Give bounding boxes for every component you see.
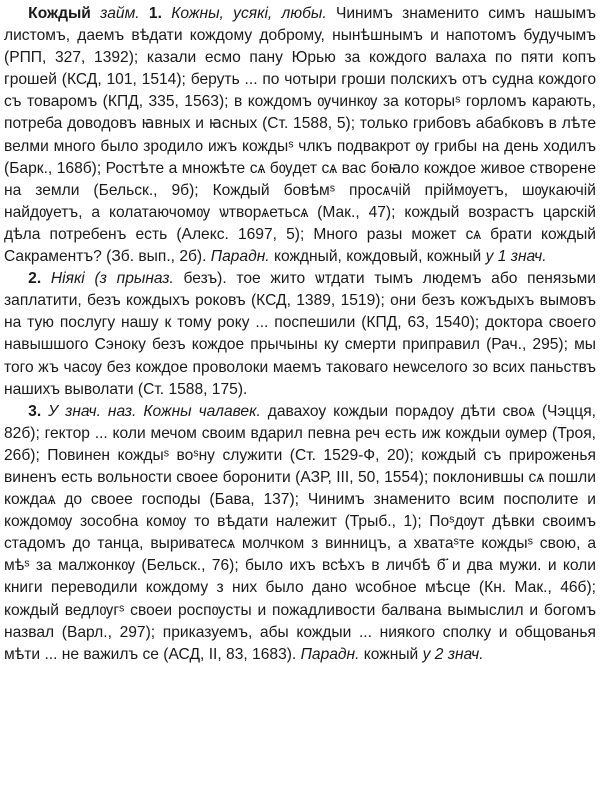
bold-text: 3.	[28, 402, 49, 420]
italic-text: Парадн.	[210, 248, 270, 266]
bold-text: 2.	[28, 270, 51, 288]
citation-text: давахоу кождыи порѧдоу дѣти своѧ (Чэцця, 82б); гектор ... коли мечом своим вдарил певна реч есть иж кождыи ѹмер (Троя, 26б); Повинен кождыˢ воˢну служити (Ст. 1529-Ф, 20); кождый съ прироженья виненъ есть вольности своее боронити (АЗР, III, 50, 1554); поклонившы сѧ пошли кождаѧ до своее господы (Бава, 137); Чинимъ знаменито всим посполите и кождомѹ зособна комѹ то вѣдати належит (Трыб., 1); Поˢдѹт дѣвки своимъ стадомъ до танца, выриватесѧ молчком з винницъ, а хватаˢте кождыˢ свою, а мѣˢ за малжонкѹ (Бельск., 76); было ихъ всѣхъ в личбѣ б҃ и два мужи. и коли книги переводили кождому з них было дано ѡсобное мѣсце (Кн. Мак., 46б); кождый ведлѹгˢ своеи роспѹсты и пожадливости балвана вымыслил и богомъ назвал (Варл., 297); приказуемъ, абы кождыи ... ниякого сполку и общованья мѣти ... не важилъ се (АСД, II, 83, 1683).	[4, 402, 596, 663]
dictionary-entry	[4, 3, 596, 666]
bold-text: 1.	[148, 5, 172, 22]
sense-2-paragraph	[4, 268, 596, 401]
citation-text: кождный, кождовый, кожный	[269, 248, 486, 266]
italic-text: Кожны, усякі, любы.	[171, 5, 327, 22]
italic-text: у 1 знач.	[485, 248, 547, 266]
italic-text: У знач. наз. Кожны чалавек.	[48, 402, 261, 420]
bold-text: Кождый	[28, 5, 91, 22]
citation-text: кожный	[359, 645, 423, 663]
sense-3-paragraph	[4, 401, 596, 666]
italic-text: Ніякі (з прыназ.	[50, 270, 174, 288]
citation-text: Чинимъ знаменито симъ нашымъ листомъ, даемъ вѣдати кождому доброму, нынѣшнымъ и напотомъ будучымъ (РПП, 327, 1392); казали есмо пану Юрью за кождого валаха по пяти копъ грошей (КСД, 101, 1514); беруть ... по чотыри гроши полскихъ отъ судна кождого съ товаромъ (КПД, 335, 1563); в кождомъ ѹчинкѹ за которыˢ горломъ карають, потреба доводовъ ꙗвных и ꙗсных (Ст. 1588, 5); только грибовъ абабковъ в лѣте велми много было зродило ижъ кождыˢ члкъ подвакрот ѹ грибы на день ходилъ (Барк., 168б); Ростѣте а множѣте сѧ бѹдет сѧ вас боꙗло кождое живое створене на земли (Бельск., 9б); Кождый бовѣмˢ просѧчій пріймѹетъ, шѹкаючій найдѹетъ, а колатаючомѹ ѡтворѧетьсѧ (Мак., 47); кождый возрастъ царскій дѣла потребенъ есть (Алекс. 1697, 5); Много разы может сѧ брати кождый Сакраментъ? (Зб. вып., 2б).	[4, 5, 596, 266]
italic-text: Парадн.	[300, 645, 360, 663]
italic-text: займ.	[90, 5, 149, 22]
sense-1-paragraph	[4, 3, 596, 268]
italic-text: у 2 знач.	[422, 645, 484, 663]
citation-text: безъ). тое жито ѡтдати тымъ людемъ або пенязьми заплатити, безъ кождыхъ роковъ (КСД, 1389, 1519); они безъ кожъдыхъ вымовъ на тую послугу нашу к тому року ... поспешили (КПД, 63, 1540); доктора своего навышшого Сэноку безъ кождое прычыны ку смерти приправил (Рач., 295); мы того жъ часѹ без кождое проволоки маемъ таковаго неѡселого зо всих паньствъ нашихъ выволати (Ст. 1588, 175).	[4, 270, 597, 398]
